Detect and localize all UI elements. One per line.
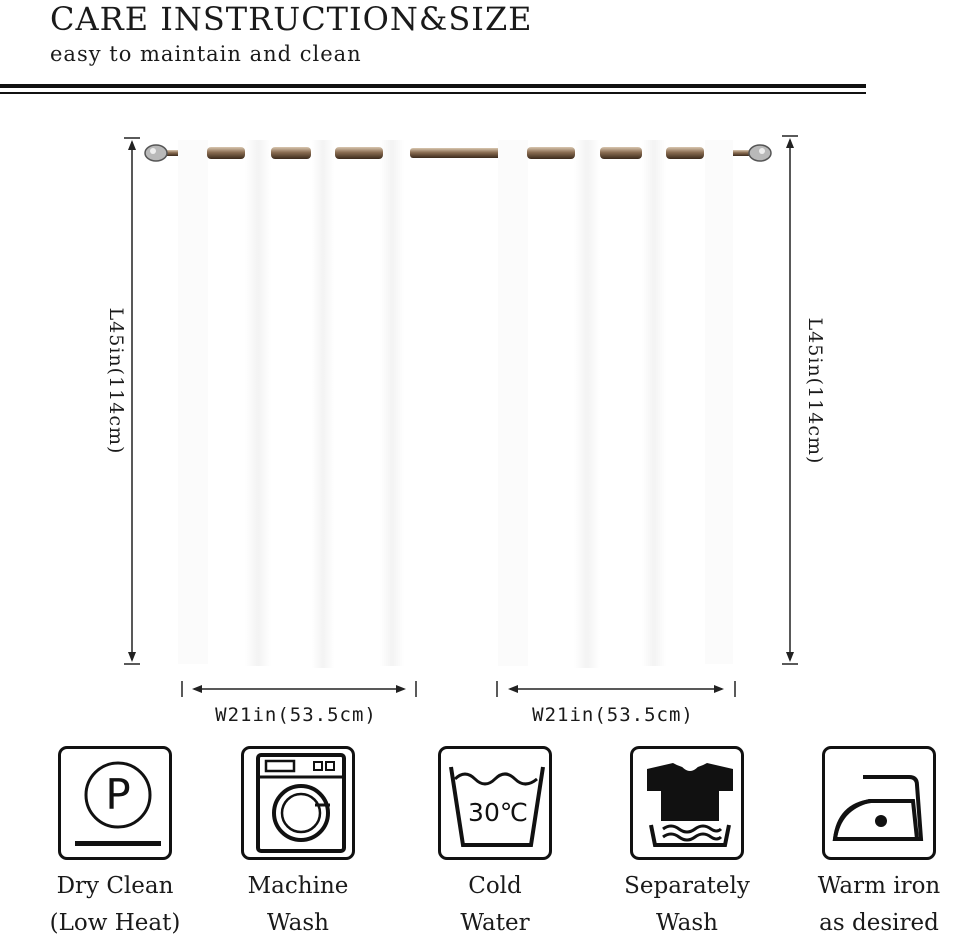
care-label-line1: Dry Clean [56, 873, 174, 899]
care-label-line2: Wash [656, 910, 718, 936]
care-label-line2: as desired [819, 910, 939, 936]
rod-center [410, 148, 502, 158]
care-label-line1: Separately [624, 873, 750, 899]
care-item-cold-water [425, 746, 565, 942]
width-dimension-right [497, 681, 735, 697]
water-temp: 30℃ [468, 798, 528, 827]
length-label-left: L45in(114cm) [105, 307, 127, 455]
washing-machine-icon [241, 746, 355, 860]
care-label-line2: Wash [267, 910, 329, 936]
separate-wash-icon [630, 746, 744, 860]
care-item-machine-wash [228, 746, 368, 942]
width-dimension-left [182, 681, 416, 697]
iron-icon [822, 746, 936, 860]
care-item-dry-clean [45, 746, 185, 942]
rod-finial-left [145, 145, 167, 161]
width-label-right: W21in(53.5cm) [532, 704, 694, 726]
svg-text:P: P [105, 770, 131, 819]
care-label-line2: (Low Heat) [49, 910, 181, 936]
curtain-panel-left [178, 140, 414, 668]
wash-tub-icon [438, 746, 552, 860]
care-label-line1: Cold [468, 873, 522, 899]
care-item-separately-wash [617, 746, 757, 942]
page-subtitle: easy to maintain and clean [50, 42, 362, 66]
width-label-left: W21in(53.5cm) [215, 704, 377, 726]
dry-clean-icon [58, 746, 172, 860]
curtain-panel-right [498, 140, 733, 668]
length-dimension-right [782, 136, 798, 664]
page-title: CARE INSTRUCTION&SIZE [50, 0, 533, 38]
care-item-warm-iron [809, 746, 949, 942]
care-label-line2: Water [460, 910, 530, 936]
care-label-line1: Machine [247, 873, 349, 899]
care-label-line1: Warm iron [817, 873, 941, 899]
length-label-right: L45in(114cm) [804, 317, 826, 465]
